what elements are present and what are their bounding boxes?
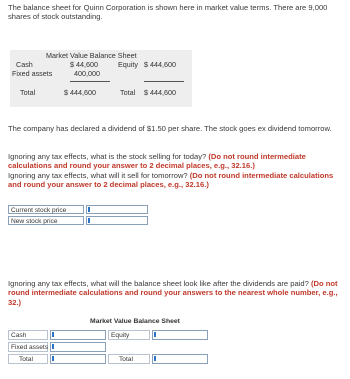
cash-label: Cash xyxy=(16,60,33,69)
balance-sheet-title: Market Value Balance Sheet xyxy=(46,51,137,60)
total-value-right: $ 444,600 xyxy=(144,88,176,97)
total-rule-right xyxy=(144,81,184,82)
question-2-text: Ignoring any tax effects, what will the balance sheet look like after the dividends are paid? xyxy=(8,279,309,288)
answer-total-label-right: Total xyxy=(108,354,150,364)
total-label-left: Total xyxy=(20,88,36,97)
total-rule-left xyxy=(70,81,110,82)
question-1-today-note: (Do not round intermediate calculations and round your answer to 2 decimal places, e.g., 32.16.) xyxy=(8,152,306,171)
answer-cash-input[interactable] xyxy=(50,330,106,340)
stock-price-inputs xyxy=(8,205,148,226)
question-2-note: (Do not round intermediate calculations and round your answers to the nearest whole number, e.g., 32.) xyxy=(8,279,338,307)
question-2 xyxy=(8,279,348,307)
current-stock-price-row xyxy=(8,205,148,215)
total-label-right: Total xyxy=(120,88,136,97)
answer-equity-label: Equity xyxy=(108,330,150,340)
answer-cash-label: Cash xyxy=(8,330,48,340)
new-stock-price-row xyxy=(8,216,148,226)
answer-fixed-assets-label: Fixed assets xyxy=(8,342,48,352)
answer-fixed-assets-input[interactable] xyxy=(50,342,106,352)
fixed-assets-label: Fixed assets xyxy=(12,69,53,78)
question-1-tomorrow: Ignoring any tax effects, what will it sell for tomorrow? xyxy=(8,170,188,180)
current-stock-price-input[interactable] xyxy=(86,205,148,214)
fixed-assets-value: 400,000 xyxy=(74,69,100,78)
intro-text: The balance sheet for Quinn Corporation is shown here in market value terms. There are 9,000 shares of stock outstanding. xyxy=(8,3,328,22)
balance-sheet-table xyxy=(10,50,192,107)
answer-total-label-left: Total xyxy=(8,354,48,364)
equity-label: Equity xyxy=(118,60,138,69)
question-1 xyxy=(8,152,348,190)
question-1-today: Ignoring any tax effects, what is the stock selling for today? xyxy=(8,152,207,161)
cash-value: $ 44,600 xyxy=(70,60,98,69)
new-stock-price-input[interactable] xyxy=(86,216,148,225)
new-stock-price-label: New stock price xyxy=(8,216,84,225)
answer-table-title: Market Value Balance Sheet xyxy=(90,318,180,325)
current-stock-price-label: Current stock price xyxy=(8,205,84,214)
total-value-left: $ 444,600 xyxy=(64,88,96,97)
dividend-text: The company has declared a dividend of $1.50 per share. The stock goes ex dividend tomorrow. xyxy=(8,124,332,133)
answer-equity-input[interactable] xyxy=(152,330,208,340)
answer-total-right-input[interactable] xyxy=(152,354,208,364)
answer-total-left-input[interactable] xyxy=(50,354,106,364)
question-1-tomorrow-note: (Do not round intermediate calculations and round your answer to 2 decimal places, e.g., 32.16.) xyxy=(8,170,334,190)
equity-value: $ 444,600 xyxy=(144,60,176,69)
